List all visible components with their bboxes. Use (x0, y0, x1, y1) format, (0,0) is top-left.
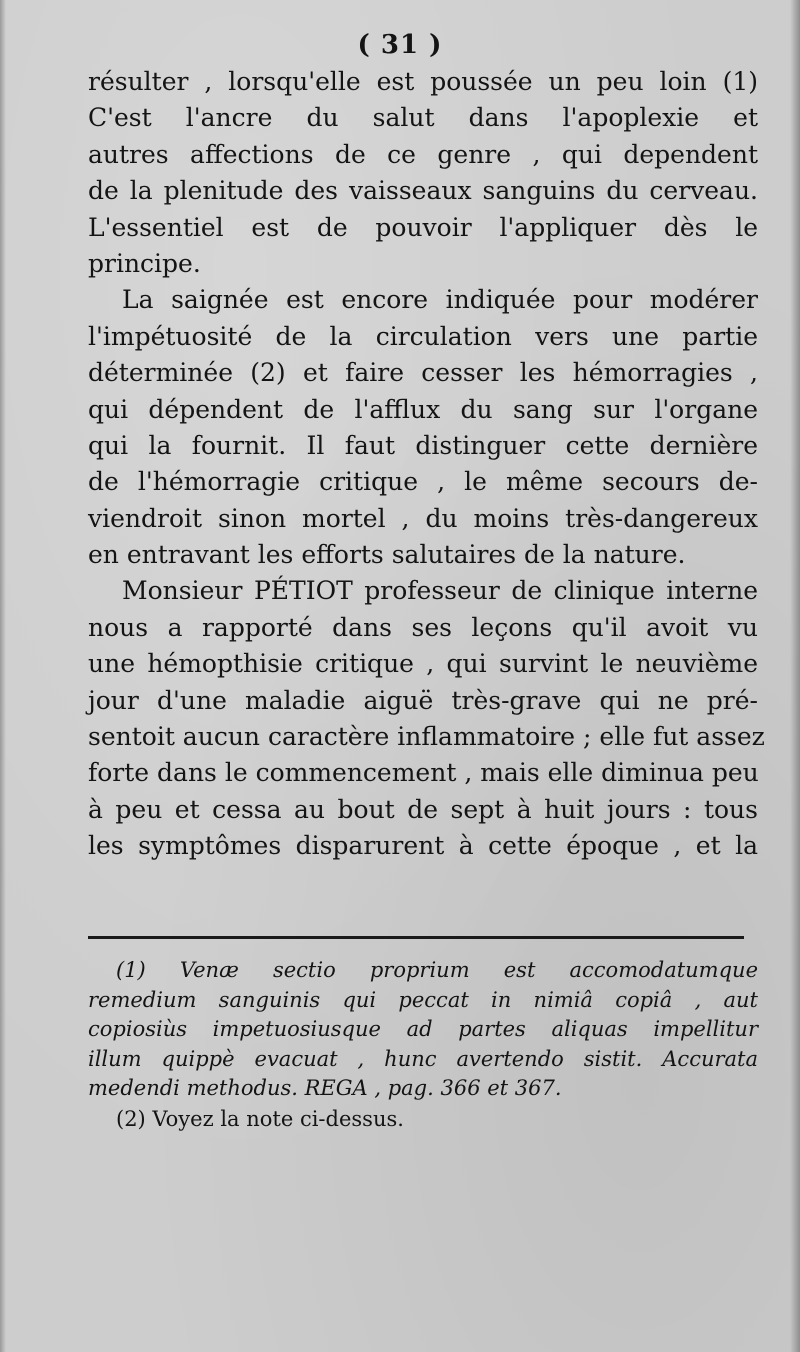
text-line: viendroit sinon mortel , du moins très-dangereux (88, 503, 758, 533)
footnote-line: illum quippè evacuat , hunc avertendo sistit. Accurata (88, 1046, 758, 1071)
text-line: à peu et cessa au bout de sept à huit jours : tous (88, 794, 758, 824)
page-number-header: ( 31 ) (357, 30, 443, 60)
footnote-divider (88, 936, 744, 939)
page-edge-left (0, 0, 6, 1352)
text-line: de l'hémorragie critique , le même secours de- (88, 467, 758, 497)
page-edge-right (790, 0, 800, 1352)
footnote-line: (1) Venæ sectio proprium est accomodatumque (116, 958, 758, 982)
text-line: C'est l'ancre du salut dans l'apoplexie et (88, 103, 758, 133)
text-line: forte dans le commencement , mais elle diminua peu (88, 758, 759, 788)
text-line: La saignée est encore indiquée pour modérer (122, 285, 758, 315)
main-text (88, 64, 765, 865)
text-line: qui la fournit. Il faut distinguer cette dernière (88, 430, 758, 460)
text-line: Monsieur PÉTIOT professeur de clinique interne (122, 576, 758, 606)
text-line: sentoit aucun caractère inflammatoire ; elle fut assez (88, 722, 765, 752)
text-line: l'impétuosité de la circulation vers une partie (88, 321, 758, 351)
text-line: nous a rapporté dans ses leçons qu'il avoit vu (88, 612, 758, 642)
text-line: jour d'une maladie aiguë très-grave qui ne pré- (88, 685, 758, 715)
footnote-line: copiosiùs impetuosiusque ad partes aliquas impellitur (88, 1017, 758, 1041)
text-line: résulter , lorsqu'elle est poussée un peu loin (1) (88, 67, 758, 96)
text-line: les symptômes disparurent à cette époque , et la (88, 831, 758, 861)
text-line: qui dépendent de l'afflux du sang sur l'organe (88, 394, 758, 424)
text-line: déterminée (2) et faire cesser les hémorragies , (88, 358, 758, 388)
text-line: en entravant les efforts salutaires de la nature. (88, 540, 686, 570)
text-line: autres affections de ce genre , qui dependent (88, 139, 758, 169)
text-line: L'essentiel est de pouvoir l'appliquer dès le (88, 212, 758, 242)
footnotes (88, 956, 758, 1134)
text-line: une hémopthisie critique , qui survint le neuvième (88, 649, 758, 679)
footnote-line: medendi methodus. REGA , pag. 366 et 367. (88, 1076, 562, 1100)
footnote-line: (2) Voyez la note ci-dessus. (116, 1106, 404, 1131)
footnote-line: remedium sanguinis qui peccat in nimiâ copiâ , aut (88, 987, 758, 1012)
text-line: principe. (88, 248, 201, 278)
text-line: de la plenitude des vaisseaux sanguins du cerveau. (88, 176, 758, 206)
